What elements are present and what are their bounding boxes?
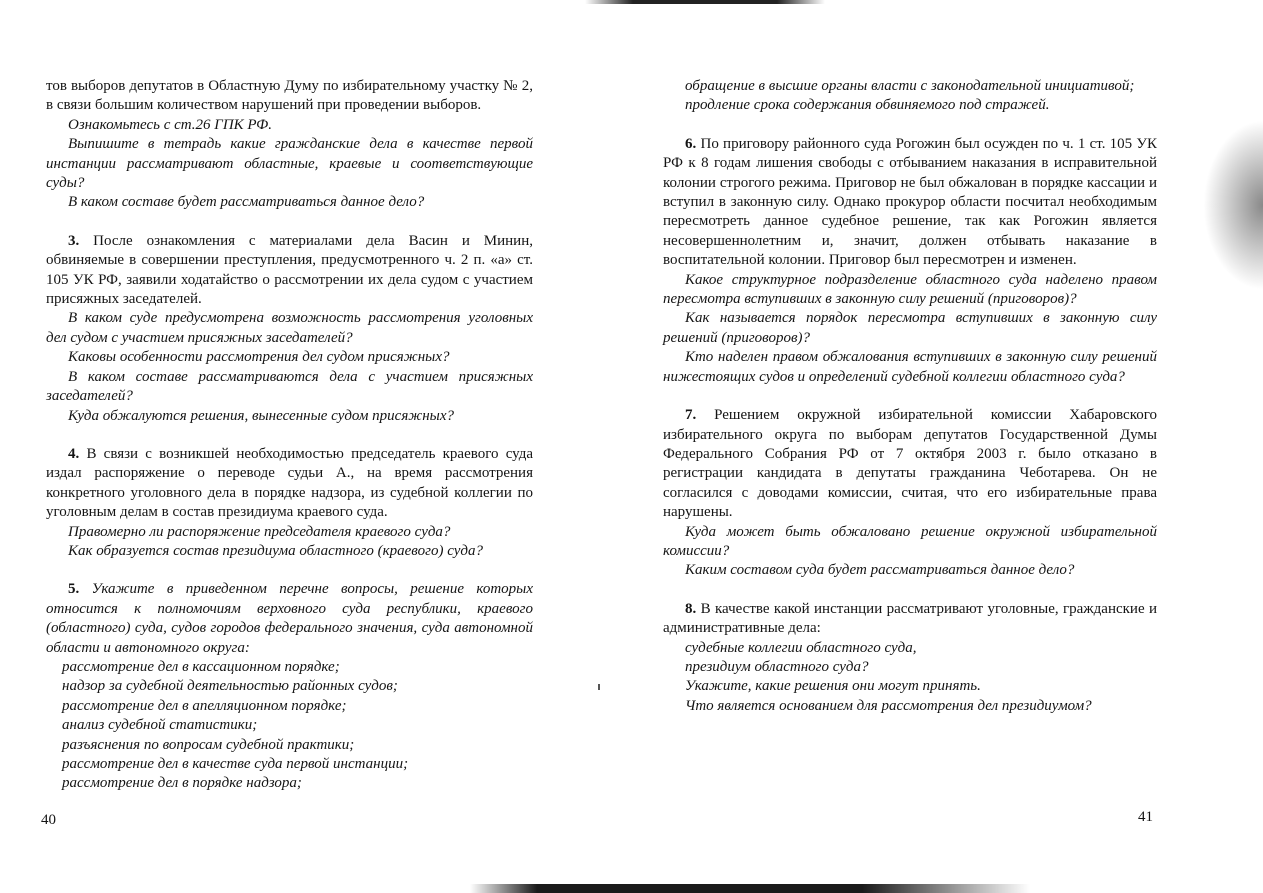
task-3 — [46, 232, 533, 310]
list-item — [663, 77, 1157, 96]
task-number: 5. — [68, 581, 80, 598]
list-item: продление срока содержания обвиняемого под стражей. — [685, 97, 1050, 114]
scan-edge-top — [585, 0, 825, 4]
task-text: В качестве какой инстанции рассматривают уголовные, гражданские и административные дела: — [663, 600, 1157, 637]
task-5 — [46, 580, 533, 658]
task-number: 4. — [68, 445, 80, 462]
task-text: Решением окружной избирательной комиссии Хабаровского избирательного округа по выборам депутатов Государственной Думы Федерального Собрания РФ от 7 октября 2003 г. было отказано в регистрации кандидата в депутаты гражданина Чеботарева. Он не согласился с доводами комиссии, считая, что его избирательные права нарушены. — [663, 407, 1157, 521]
task-text: После ознакомления с материалами дела Васин и Минин, обвиняемые в совершении преступления, предусмотренного ч. 2 п. «а» ст. 105 УК РФ, заявили ходатайство о рассмотрении их дела судом с участием присяжных заседателей. — [46, 232, 533, 308]
page-number-left: 40 — [41, 812, 56, 828]
task-text: В связи с возникшей необходимостью председатель краевого суда издал распоряжение о переводе судьи А., на время рассмотрения конкретного уголовного дела в порядке надзора, из судебной коллегии по уголовным делам в состав президиума краевого суда. — [46, 445, 534, 521]
question: Правомерно ли распоряжение председателя краевого суда? — [68, 523, 451, 540]
question: Как называется порядок пересмотра вступивших в законную силу решений (приговоров)? — [663, 310, 1157, 346]
question: Как образуется состав президиума областного (краевого) суда? — [68, 542, 483, 559]
scan-shadow-right — [1203, 120, 1263, 290]
instruction: Ознакомьтесь с ст.26 ГПК РФ. — [68, 116, 272, 133]
question: В каком составе будет рассматриваться данное дело? — [68, 194, 425, 211]
task-number: 8. — [685, 600, 697, 617]
list-item: разъяснения по вопросам судебной практики; — [62, 736, 355, 753]
list-item: рассмотрение дел в качестве суда первой инстанции; — [62, 756, 409, 772]
list-item: рассмотрение дел в порядке надзора; — [62, 775, 302, 792]
task-7 — [663, 406, 1157, 522]
right-page-text — [663, 77, 1157, 716]
left-page-text — [46, 77, 533, 794]
list-item: рассмотрение дел в кассационном порядке; — [62, 658, 340, 675]
question: В каком составе рассматриваются дела с участием присяжных заседателей? — [46, 368, 533, 405]
gutter-mark — [598, 684, 600, 690]
scan-edge-bottom — [470, 884, 1030, 893]
task-8 — [663, 600, 1157, 639]
question: Укажите, какие решения они могут принять. — [685, 678, 981, 695]
question: Кто наделен правом обжалования вступивших в законную силу решений нижестоящих судов и определений судебной коллегии областного суда? — [663, 349, 1157, 385]
list-item: рассмотрение дел в апелляционном порядке; — [62, 697, 347, 714]
task-number: 7. — [685, 407, 697, 424]
question: Куда обжалуются решения, вынесенные судом присяжных? — [68, 407, 455, 424]
list-item: президиум областного суда? — [685, 658, 869, 675]
list-item: надзор за судебной деятельностью районных судов; — [62, 678, 398, 695]
question: Каковы особенности рассмотрения дел судом присяжных? — [68, 349, 450, 366]
list-item-text: обращение в высшие органы власти с законодательной инициативой; — [685, 78, 1135, 94]
task-number: 3. — [68, 232, 80, 249]
question: Что является основанием для рассмотрения дел президиумом? — [685, 697, 1092, 714]
list-item: судебные коллегии областного суда, — [685, 639, 917, 656]
paragraph: тов выборов депутатов в Областную Думу по избирательному участку № 2, в связи большим количеством нарушений при проведении выборов. — [46, 78, 533, 114]
task-number: 6. — [685, 135, 697, 152]
question: Куда может быть обжаловано решение окружной избирательной комиссии? — [663, 523, 1157, 559]
question: Каким составом суда будет рассматриваться данное дело? — [685, 562, 1075, 579]
task-text: Укажите в приведенном перечне вопросы, решение которых относится к полномочиям верховного суда республики, краевого (областного) суда, судов городов федерального значения, суда автономной области и автономного округа: — [46, 581, 533, 656]
list-item: анализ судебной статистики; — [62, 717, 258, 734]
task-text: По приговору районного суда Рогожин был осужден по ч. 1 ст. 105 УК РФ к 8 годам лишения свободы с отбыванием наказания в исправительной колонии строгого режима. Приговор не был обжалован в порядке кассации и вступил в законную силу. Однако прокурор области посчитал необходимым пересмотреть данное судебное решение, так как Рогожин является несовершеннолетним и, значит, должен отбывать наказание в воспитательной колонии. Приговор был пересмотрен и изменен. — [663, 135, 1158, 269]
task-4 — [46, 445, 533, 523]
question: В каком суде предусмотрена возможность рассмотрения уголовных дел судом с участием присяжных заседателей? — [46, 310, 533, 346]
task-6 — [663, 135, 1157, 271]
page-number-right: 41 — [1138, 809, 1153, 825]
question: Какое структурное подразделение областного суда наделено правом пересмотра вступивших в законную силу решений (приговоров)? — [663, 271, 1157, 308]
question: Выпишите в тетрадь какие гражданские дела в качестве первой инстанции рассматривают областные, краевые и соответствующие суды? — [46, 136, 533, 192]
